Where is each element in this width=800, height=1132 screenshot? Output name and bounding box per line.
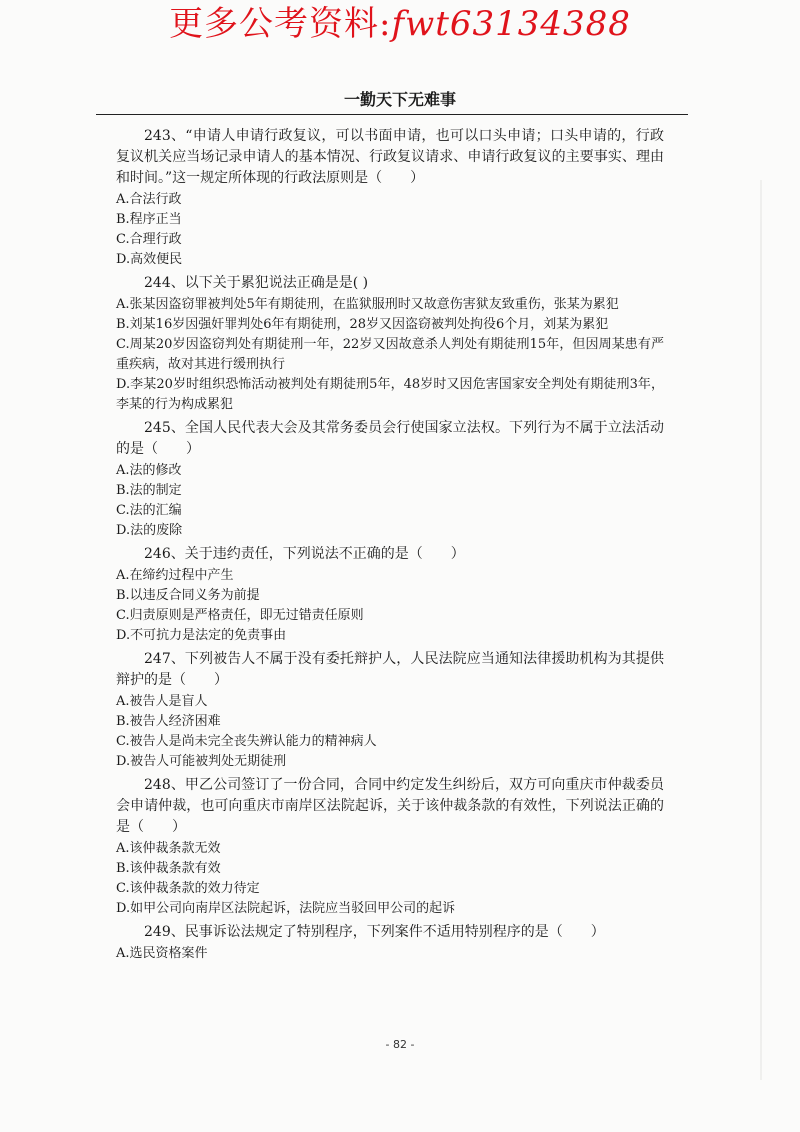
question-stem: 247、下列被告人不属于没有委托辩护人，人民法院应当通知法律援助机构为其提供辩护的是（ ） bbox=[116, 651, 664, 688]
option-d: D.李某20岁时组织恐怖活动被判处有期徒刑5年，48岁时又因危害国家安全判处有期徒刑3年，李某的行为构成累犯 bbox=[116, 377, 664, 412]
option-b: B.以违反合同义务为前提 bbox=[116, 588, 260, 603]
option-c: C.合理行政 bbox=[116, 232, 182, 247]
option-a: A.选民资格案件 bbox=[116, 946, 208, 961]
question-247 bbox=[116, 649, 664, 772]
option-d: D.被告人可能被判处无期徒刑 bbox=[116, 754, 287, 769]
option-a: A.该仲裁条款无效 bbox=[116, 841, 221, 856]
option-a: A.法的修改 bbox=[116, 463, 182, 478]
option-c: C.法的汇编 bbox=[116, 503, 182, 518]
option-c: C.归责原则是严格责任，即无过错责任原则 bbox=[116, 608, 364, 623]
question-list bbox=[116, 126, 664, 967]
option-a: A.在缔约过程中产生 bbox=[116, 568, 234, 583]
option-d: D.高效便民 bbox=[116, 252, 183, 267]
option-c: C.被告人是尚未完全丧失辨认能力的精神病人 bbox=[116, 734, 377, 749]
header-rule bbox=[96, 114, 688, 115]
option-a: A.合法行政 bbox=[116, 192, 182, 207]
option-c: C.该仲裁条款的效力待定 bbox=[116, 881, 260, 896]
question-245 bbox=[116, 418, 664, 541]
question-244 bbox=[116, 273, 664, 415]
question-stem: 245、全国人民代表大会及其常务委员会行使国家立法权。下列行为不属于立法活动的是（ ） bbox=[116, 420, 664, 457]
running-header: 一勤天下无难事 bbox=[344, 90, 457, 109]
option-d: D.不可抗力是法定的免责事由 bbox=[116, 628, 287, 643]
option-c: C.周某20岁因盗窃判处有期徒刑一年，22岁又因故意杀人判处有期徒刑15年，但因周某患有严重疾病，故对其进行缓刑执行 bbox=[116, 337, 664, 372]
question-stem: 244、以下关于累犯说法正确是是( ) bbox=[144, 275, 369, 291]
question-243 bbox=[116, 126, 664, 270]
question-stem: 243、“申请人申请行政复议，可以书面申请，也可以口头申请；口头申请的，行政复议机关应当场记录申请人的基本情况、行政复议请求、申请行政复议的主要事实、理由和时间。”这一规定所体现的行政法原则是（ ） bbox=[116, 128, 664, 186]
question-249 bbox=[116, 922, 664, 964]
option-b: B.被告人经济困难 bbox=[116, 714, 221, 729]
question-stem: 246、关于违约责任，下列说法不正确的是（ ） bbox=[144, 546, 465, 562]
watermark-contact: fwt63134388 bbox=[391, 4, 631, 44]
option-b: B.刘某16岁因强奸罪判处6年有期徒刑，28岁又因盗窃被判处拘役6个月，刘某为累犯 bbox=[116, 317, 609, 332]
question-stem: 249、民事诉讼法规定了特别程序，下列案件不适用特别程序的是（ ） bbox=[144, 924, 605, 940]
question-246 bbox=[116, 544, 664, 646]
option-b: B.该仲裁条款有效 bbox=[116, 861, 221, 876]
question-248 bbox=[116, 775, 664, 919]
option-a: A.被告人是盲人 bbox=[116, 694, 208, 709]
watermark-banner bbox=[0, 4, 800, 44]
option-d: D.如甲公司向南岸区法院起诉，法院应当驳回甲公司的起诉 bbox=[116, 901, 456, 916]
option-b: B.法的制定 bbox=[116, 483, 182, 498]
option-b: B.程序正当 bbox=[116, 212, 182, 227]
option-d: D.法的废除 bbox=[116, 523, 183, 538]
page-number: - 82 - bbox=[385, 1038, 415, 1051]
option-a: A.张某因盗窃罪被判处5年有期徒刑，在监狱服刑时又故意伤害狱友致重伤，张某为累犯 bbox=[116, 297, 619, 312]
question-stem: 248、甲乙公司签订了一份合同，合同中约定发生纠纷后，双方可向重庆市仲裁委员会申请仲裁，也可向重庆市南岸区法院起诉，关于该仲裁条款的有效性，下列说法正确的是（ ） bbox=[116, 777, 664, 835]
page-edge-shadow bbox=[760, 180, 762, 1080]
watermark-cjk: 更多公考资料: bbox=[169, 4, 392, 44]
